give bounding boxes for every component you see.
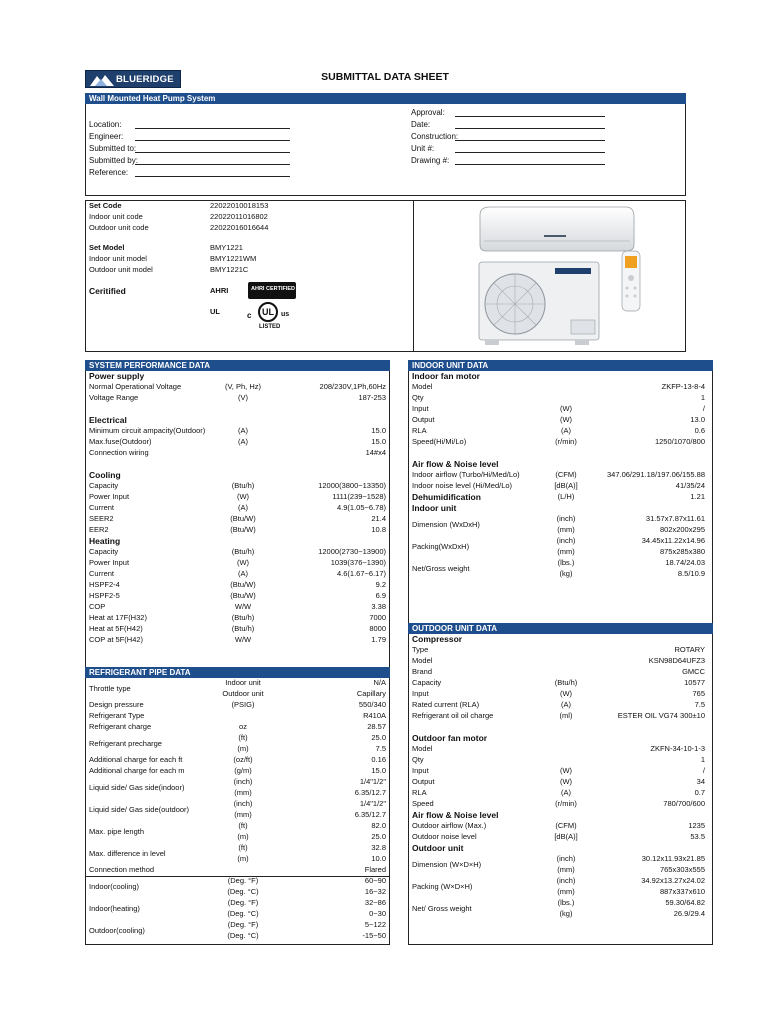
row-value: ZKFN-34-10-1-3 [650,744,705,753]
row-value: 25.0 [371,832,386,841]
row-unit: (A) [238,437,248,446]
row-unit: (CFM) [555,470,577,479]
set-model-label: Set Model [89,243,125,252]
row-unit: (ft) [238,821,248,830]
row-label: Connection method [89,865,155,874]
row-label: EER2 [89,525,109,534]
row-unit: (lbs.) [557,898,575,907]
row-unit: (g/m) [234,766,252,775]
project-field-line [135,120,290,129]
row-label: SEER2 [89,514,114,523]
row-value: 25.0 [371,733,386,742]
row-label: Dimension (WxDxH) [412,519,480,529]
project-field-label: Engineer: [89,132,124,141]
row-value: 0~30 [369,909,386,918]
row-value: 30.12x11.93x21.85 [641,854,705,863]
row-label: COP [89,602,106,611]
row-value: 13.0 [690,415,705,424]
row-label: Additional charge for each m [89,766,185,775]
row-unit: (inch) [556,514,576,523]
row-value: 5~122 [364,920,386,929]
row-unit: (kg) [559,569,573,578]
row-value: ZKFP-13-8-4 [661,382,705,391]
row-label: Voltage Range [89,393,139,402]
project-field-label: Approval: [411,108,445,117]
row-value: 32.8 [371,843,386,852]
row-label: Heat at 5F(H42) [89,624,143,633]
row-label: Max.fuse(Outdoor) [89,437,152,446]
row-unit: (kg) [559,909,573,918]
row-value: -15~50 [362,931,386,940]
row-value: 7.5 [375,744,386,753]
row-unit: oz [239,722,247,731]
row-unit: (A) [238,426,248,435]
set-code-value: 22022010018153 [210,201,269,210]
row-value: KSN98D64UFZ3 [648,656,705,665]
row-value: Capillary [356,689,386,698]
row-label: Qty [412,755,424,764]
row-unit: (Btu/h) [231,481,255,490]
row-unit: (W) [559,766,573,775]
outdoor-model-label: Outdoor unit model [89,265,153,274]
outdoor-unit-image [475,258,605,348]
row-value: 59.30/64.82 [665,898,705,907]
row-label: Normal Operational Voltage [89,382,182,391]
row-value: 34.45x11.22x14.96 [641,536,705,545]
row-label: Packing(WxDxH) [412,541,470,551]
project-field-label: Submitted to: [89,144,137,153]
project-field-label: Date: [411,120,431,129]
row-value: 1111(239~1528) [332,492,386,501]
row-unit: (W) [559,404,573,413]
row-value: 14#x4 [365,448,386,457]
row-value: 15.0 [371,426,386,435]
row-value: 6.35/12.7 [354,788,386,797]
row-value: 550/340 [358,700,386,709]
row-value: 12000(3800~13350) [318,481,386,490]
row-label: Input [412,766,429,775]
row-value: 32~86 [364,898,386,907]
row-unit: (Btu/h) [231,624,255,633]
indoor-unit-title: INDOOR UNIT DATA [408,360,713,371]
row-label: Indoor(cooling) [89,881,140,891]
row-value: 31.57x7.87x11.61 [645,514,705,523]
row-unit: W/W [234,635,252,644]
row-label: Connection wiring [89,448,149,457]
project-field-line [135,168,290,177]
row-label: Refrigerant charge [89,722,152,731]
row-unit: (Btu/h) [231,547,255,556]
row-unit: (Btu/h) [554,678,578,687]
row-unit: (PSIG) [231,700,255,709]
row-value: 10.0 [371,854,386,863]
project-field-line [455,120,605,129]
row-value: 7.5 [694,700,705,709]
row-unit: (ft) [238,733,248,742]
row-value: 34 [696,777,705,786]
row-unit: (Deg. °F) [227,920,259,929]
page-title: SUBMITTAL DATA SHEET [321,71,449,83]
row-label: Dehumidification [412,492,481,502]
row-value: 6.35/12.7 [354,810,386,819]
outdoor-unit-title: OUTDOOR UNIT DATA [408,623,713,634]
row-label: RLA [412,788,427,797]
row-label: Current [89,569,115,578]
ahri-badge-icon: AHRI CERTIFIED [248,282,296,299]
outdoor-code-value: 22022016016644 [210,223,269,232]
row-unit: (A) [561,700,571,709]
row-value: 34.92x13.27x24.02 [641,876,705,885]
row-value: 6.9 [375,591,386,600]
row-label: Capacity [412,678,442,687]
row-label: Compressor [412,634,463,644]
row-label: Net/ Gross weight [412,903,472,913]
row-value: 347.06/291.18/197.06/155.88 [606,470,705,479]
row-unit: (Deg. °F) [227,876,259,885]
row-label: Capacity [89,481,119,490]
row-value: 60~90 [364,876,386,885]
row-value: 7000 [369,613,386,622]
row-label: Power Input [89,558,130,567]
indoor-code-label: Indoor unit code [89,212,143,221]
row-unit: (A) [561,426,571,435]
row-unit: (V, Ph, Hz) [225,382,261,391]
certified-label: Ceritified [89,286,126,296]
row-label: Input [412,689,429,698]
row-value: 1 [700,393,705,402]
row-label: Packing (W×D×H) [412,881,473,891]
row-unit: (inch) [556,536,576,545]
outdoor-model-value: BMY1221C [210,265,249,274]
row-unit: (m) [237,854,249,863]
row-label: Output [412,415,435,424]
row-unit: (W) [236,558,250,567]
row-unit: (inch) [556,876,576,885]
row-label: Liquid side/ Gas side(outdoor) [89,804,190,814]
row-label: Type [412,645,429,654]
row-label: Input [412,404,429,413]
row-label: Qty [412,393,424,402]
row-label: Current [89,503,115,512]
project-field-label: Submitted by: [89,156,138,165]
row-value: R410A [363,711,386,720]
row-label: Throttle type [89,683,131,693]
row-label: Refrigerant Type [89,711,145,720]
row-value: / [702,404,705,413]
row-value: 41/35/24 [675,481,705,490]
row-label: Cooling [89,470,121,480]
row-value: 4.6(1.67~6.17) [337,569,386,578]
row-unit: (mm) [234,810,252,819]
row-label: Air flow & Noise level [412,810,499,820]
row-unit: (A) [561,788,571,797]
row-value: N/A [373,678,386,687]
row-label: Indoor unit [412,503,457,513]
row-label: Model [412,656,433,665]
row-label: Outdoor(cooling) [89,925,145,935]
row-unit: (Btu/W) [230,591,256,600]
row-unit: (mm) [557,865,575,874]
row-label: Rated current (RLA) [412,700,480,709]
row-label: Brand [412,667,433,676]
indoor-code-value: 22022011016802 [210,212,268,221]
row-value: 82.0 [371,821,386,830]
row-unit: (Btu/W) [230,514,256,523]
ahri-label: AHRI [210,286,229,295]
row-unit: (inch) [556,854,576,863]
row-value: 0.6 [694,426,705,435]
row-value: 1 [700,755,705,764]
row-value: 10577 [684,678,705,687]
row-value: Flared [364,865,386,874]
project-field-line [455,156,605,165]
row-label: Power Input [89,492,130,501]
row-unit: (Deg. °C) [227,909,259,918]
row-unit: [dB(A)] [554,481,578,490]
ul-listed-icon: c UL us LISTED [247,300,295,332]
row-label: Indoor airflow (Turbo/Hi/Med/Lo) [412,470,520,479]
row-label: COP at 5F(H42) [89,635,144,644]
row-label: Max. difference in level [89,848,166,858]
row-unit: (CFM) [555,821,577,830]
row-value: 15.0 [371,437,386,446]
row-label: Additional charge for each ft [89,755,183,764]
row-unit: (mm) [234,788,252,797]
row-value: GMCC [682,667,705,676]
row-label: Outdoor unit [412,843,464,853]
row-label: Speed(Hi/Mi/Lo) [412,437,467,446]
row-unit: (Btu/h) [231,613,255,622]
project-field-line [135,156,290,165]
row-unit: (r/min) [555,799,577,808]
row-value: 208/230V,1Ph,60Hz [319,382,386,391]
row-value: 8000 [369,624,386,633]
brand-name: BLUERIDGE [116,74,174,85]
pipe-head-outdoor: Outdoor unit [222,689,264,698]
row-value: 1/4"1/2" [359,799,386,808]
row-value: 9.2 [375,580,386,589]
row-unit: (Deg. °C) [227,931,259,940]
row-label: Indoor fan motor [412,371,480,381]
row-value: 780/700/600 [663,799,705,808]
row-unit: (A) [238,503,248,512]
row-value: 15.0 [371,766,386,775]
row-label: Refrigerant precharge [89,738,162,748]
pipe-head-indoor: Indoor unit [225,678,261,687]
row-unit: (Btu/W) [230,580,256,589]
row-value: 802x200x295 [659,525,705,534]
project-field-line [135,132,290,141]
row-value: 1.21 [690,492,705,501]
row-label: Heating [89,536,121,546]
row-value: 1235 [688,821,705,830]
indoor-model-label: Indoor unit model [89,254,147,263]
row-value: ESTER OIL VG74 300±10 [617,711,705,720]
row-unit: (m) [237,744,249,753]
row-unit: (ft) [238,843,248,852]
row-unit: (W) [559,689,573,698]
row-label: Outdoor fan motor [412,733,488,743]
row-value: 12000(2730~13900) [318,547,386,556]
row-value: 1039(376~1390) [330,558,386,567]
row-unit: W/W [234,602,252,611]
codes-divider [413,200,414,352]
row-label: Minimum circuit ampacity(Outdoor) [89,426,206,435]
row-label: Outdoor airflow (Max.) [412,821,487,830]
row-label: Indoor noise level (Hi/Med/Lo) [412,481,513,490]
row-label: Model [412,744,433,753]
ul-label: UL [210,307,220,316]
refrigerant-pipe-title: REFRIGERANT PIPE DATA [85,667,390,678]
row-value: 8.5/10.9 [677,569,705,578]
indoor-model-value: BMY1221WM [210,254,257,263]
row-value: 0.7 [694,788,705,797]
row-value: 3.38 [371,602,386,611]
system-performance-title: SYSTEM PERFORMANCE DATA [85,360,390,371]
project-field-label: Construction: [411,132,459,141]
row-value: 16~32 [364,887,386,896]
row-unit: (V) [238,393,248,402]
project-field-label: Reference: [89,168,129,177]
row-value: 887x337x610 [659,887,705,896]
row-value: 1/4"1/2" [359,777,386,786]
row-value: 21.4 [371,514,386,523]
row-unit: (lbs.) [557,558,575,567]
set-code-label: Set Code [89,201,122,210]
row-label: Outdoor noise level [412,832,477,841]
row-unit: (inch) [233,799,253,808]
remote-control-image [620,250,642,312]
row-unit: (Deg. °F) [227,898,259,907]
row-label: Refrigerant oil oil charge [412,711,494,720]
row-value: 187-253 [358,393,386,402]
row-label: Design pressure [89,700,144,709]
row-unit: (m) [237,832,249,841]
row-label: Output [412,777,435,786]
row-unit: (A) [238,569,248,578]
row-value: 28.57 [367,722,386,731]
row-unit: (L/H) [557,492,575,501]
row-label: Power supply [89,371,145,381]
row-unit: (mm) [557,887,575,896]
row-unit: (inch) [233,777,253,786]
row-label: Liquid side/ Gas side(indoor) [89,782,185,792]
row-label: Capacity [89,547,119,556]
row-value: / [702,766,705,775]
row-unit: (W) [559,777,573,786]
row-label: Heat at 17F(H32) [89,613,147,622]
row-label: HSPF2-5 [89,591,120,600]
row-value: 53.5 [690,832,705,841]
project-field-line [135,144,290,153]
row-value: 4.9(1.05~6.78) [337,503,386,512]
row-value: 765x303x555 [659,865,705,874]
row-value: 875x285x380 [659,547,705,556]
row-unit: (W) [236,492,250,501]
row-label: Air flow & Noise level [412,459,499,469]
row-unit: (oz/ft) [233,755,253,764]
system-type-bar: Wall Mounted Heat Pump System [85,93,686,104]
project-field-label: Location: [89,120,122,129]
row-label: HSPF2-4 [89,580,120,589]
row-unit: (mm) [557,547,575,556]
outdoor-code-label: Outdoor unit code [89,223,149,232]
row-label: Electrical [89,415,127,425]
row-value: 18.74/24.03 [665,558,705,567]
row-label: Max. pipe length [89,826,145,836]
row-value: 765 [692,689,705,698]
row-unit: (r/min) [555,437,577,446]
row-unit: (ml) [559,711,573,720]
row-label: Speed [412,799,434,808]
project-field-label: Drawing #: [411,156,450,165]
indoor-unit-image [476,205,636,255]
row-value: 26.9/29.4 [673,909,705,918]
row-label: Indoor(heating) [89,903,140,913]
row-value: 10.8 [371,525,386,534]
set-model-value: BMY1221 [210,243,243,252]
row-value: 0.16 [371,755,386,764]
row-unit: (Deg. °C) [227,887,259,896]
project-field-label: Unit #: [411,144,435,153]
row-label: RLA [412,426,427,435]
row-label: Dimension (W×D×H) [412,859,482,869]
row-value: 1.79 [371,635,386,644]
row-unit: (W) [559,415,573,424]
row-value: ROTARY [674,645,705,654]
row-unit: [dB(A)] [554,832,578,841]
project-field-line [455,144,605,153]
row-label: Model [412,382,433,391]
row-value: 1250/1070/800 [654,437,705,446]
project-field-line [455,108,605,117]
row-label: Net/Gross weight [412,563,470,573]
row-unit: (mm) [557,525,575,534]
row-unit: (Btu/W) [230,525,256,534]
project-field-line [455,132,605,141]
